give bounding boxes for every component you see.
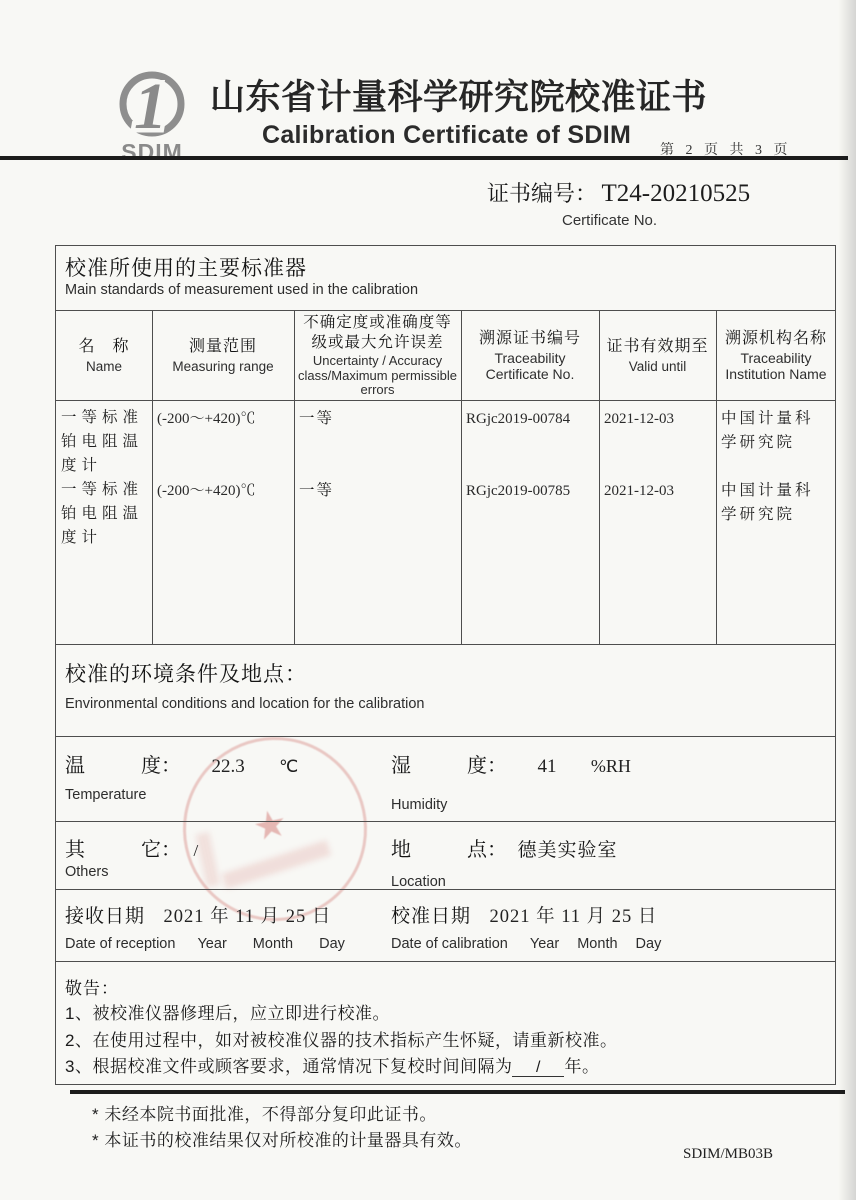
environment-section-title-en: Environmental conditions and location for the calibration bbox=[65, 696, 425, 712]
reception-date-label: 接收日期 bbox=[65, 906, 146, 927]
page-title: 山东省计量科学研究院校准证书 bbox=[210, 78, 708, 117]
temperature-label: 温度 bbox=[65, 755, 161, 777]
recalibration-interval-blank: / bbox=[512, 1060, 564, 1077]
colon: ： bbox=[487, 839, 507, 861]
accuracy-class: 一等 bbox=[299, 410, 335, 427]
section-divider bbox=[56, 821, 835, 822]
traceability-cert-no: RGjc2019-00784 bbox=[466, 411, 571, 427]
certificate-number-label-en: Certificate No. bbox=[562, 212, 658, 229]
section-divider bbox=[56, 736, 835, 737]
valid-until-date: 2021-12-03 bbox=[604, 483, 674, 499]
others-label: 其它 bbox=[65, 839, 161, 861]
column-header-valid-until bbox=[599, 311, 716, 400]
standards-section-title-en: Main standards of measurement used in the calibration bbox=[65, 282, 419, 298]
certificate-number-line bbox=[487, 177, 750, 208]
column-header-en: Valid until bbox=[628, 358, 687, 374]
location-label: 地点 bbox=[391, 839, 487, 861]
humidity-unit: %RH bbox=[590, 756, 631, 776]
column-header-cn: 溯源机构名称 bbox=[724, 329, 827, 347]
column-header-cn: 不确定度或准确度等级或最大允许误差 bbox=[303, 314, 452, 351]
year-month-day-caption: Year Month Day bbox=[529, 936, 662, 952]
calibration-date-value: 2021 年 11 月 25 日 bbox=[489, 907, 658, 927]
column-header-cn: 测量范围 bbox=[188, 337, 257, 355]
notice-title: 敬告： bbox=[65, 979, 119, 998]
humidity-field bbox=[391, 749, 631, 778]
location-field bbox=[391, 833, 617, 862]
calibration-date-label-en: Date of calibration bbox=[391, 936, 508, 952]
notice-item-2: 2、在使用过程中，如对被校准仪器的技术指标产生怀疑，请重新校准。 bbox=[65, 1031, 618, 1050]
standards-section-title: 校准所使用的主要标准器 bbox=[65, 257, 307, 280]
year-month-day-caption: Year Month Day bbox=[197, 936, 345, 952]
colon: ： bbox=[487, 755, 507, 777]
temperature-value: 22.3 bbox=[211, 756, 245, 777]
institution-name: 中国计量科学研究院 bbox=[721, 410, 814, 452]
accuracy-class: 一等 bbox=[299, 482, 335, 499]
standard-name: 一等标准铂电阻温度计 bbox=[61, 409, 144, 475]
colon: ： bbox=[161, 755, 181, 777]
notice-item-3-suffix: 年。 bbox=[564, 1057, 600, 1076]
humidity-label-en: Humidity bbox=[391, 797, 448, 813]
page-title-en: Calibration Certificate of SDIM bbox=[262, 121, 632, 149]
footnote-2: * 本证书的校准结果仅对所校准的计量器具有效。 bbox=[92, 1131, 472, 1150]
header-divider bbox=[0, 156, 848, 160]
humidity-label: 湿度 bbox=[391, 755, 487, 777]
notice-item-1: 1、被校准仪器修理后，应立即进行校准。 bbox=[65, 1004, 390, 1023]
temperature-unit: ℃ bbox=[279, 757, 299, 776]
column-header-en: Traceability Institution Name bbox=[725, 349, 827, 382]
stamp-star-icon: ★ bbox=[249, 801, 292, 850]
column-header-en: Name bbox=[85, 358, 122, 374]
location-label-en: Location bbox=[391, 874, 446, 890]
traceability-cert-no: RGjc2019-00785 bbox=[466, 483, 571, 499]
certificate-number-label: 证书编号： bbox=[487, 181, 598, 206]
logo-text: SDIM bbox=[121, 139, 183, 165]
measuring-range: (-200～+420)℃ bbox=[157, 483, 256, 499]
section-divider bbox=[56, 961, 835, 962]
page-number: 第 2 页 共 3 页 bbox=[660, 143, 792, 158]
svg-text:1: 1 bbox=[134, 70, 167, 143]
calibration-date-label: 校准日期 bbox=[391, 906, 472, 927]
column-header-en: Uncertainty / Accuracy class/Maximum permissible errors bbox=[298, 353, 457, 398]
section-divider bbox=[56, 889, 835, 890]
certificate-number-value: T24-20210525 bbox=[601, 180, 751, 207]
reception-date-en bbox=[65, 936, 345, 952]
column-header-en: Traceability Certificate No. bbox=[485, 349, 575, 382]
column-header-range bbox=[152, 311, 294, 400]
reception-date-field bbox=[65, 901, 331, 928]
humidity-value: 41 bbox=[537, 756, 557, 777]
others-field bbox=[65, 833, 198, 862]
reception-date-value: 2021 年 11 月 25 日 bbox=[163, 907, 332, 927]
table-bottom-border bbox=[56, 644, 835, 645]
valid-until-date: 2021-12-03 bbox=[604, 411, 674, 427]
column-header-uncertainty bbox=[294, 311, 461, 400]
table-header-border bbox=[56, 400, 835, 401]
standard-name: 一等标准铂电阻温度计 bbox=[61, 481, 144, 547]
footer-divider bbox=[70, 1090, 845, 1094]
temperature-label-en: Temperature bbox=[65, 787, 147, 803]
reception-date-label-en: Date of reception bbox=[65, 936, 176, 952]
institution-name: 中国计量科学研究院 bbox=[721, 482, 814, 524]
colon: ： bbox=[161, 839, 181, 861]
column-header-institution bbox=[716, 311, 836, 400]
others-label-en: Others bbox=[65, 864, 109, 880]
column-header-cn: 名 称 bbox=[78, 337, 130, 355]
column-header-name bbox=[56, 311, 152, 400]
environment-section-title: 校准的环境条件及地点： bbox=[65, 663, 307, 686]
sdim-logo-icon bbox=[104, 64, 200, 168]
column-header-cert-no bbox=[461, 311, 599, 400]
calibration-date-en bbox=[391, 936, 661, 952]
notice-item-3 bbox=[65, 1052, 599, 1077]
column-header-cn: 证书有效期至 bbox=[606, 337, 709, 355]
column-header-en: Measuring range bbox=[172, 358, 274, 374]
calibration-date-field bbox=[391, 901, 657, 928]
location-value: 德美实验室 bbox=[517, 840, 618, 861]
footnote-1: * 未经本院书面批准，不得部分复印此证书。 bbox=[92, 1105, 437, 1124]
form-code: SDIM/MB03B bbox=[683, 1146, 774, 1162]
measuring-range: (-200～+420)℃ bbox=[157, 411, 256, 427]
notice-item-3-text: 3、根据校准文件或顾客要求，通常情况下复校时间间隔为 bbox=[65, 1057, 513, 1076]
main-content-box bbox=[55, 245, 836, 1085]
column-header-cn: 溯源证书编号 bbox=[478, 329, 581, 347]
others-value: / bbox=[193, 841, 199, 860]
temperature-field bbox=[65, 749, 298, 778]
